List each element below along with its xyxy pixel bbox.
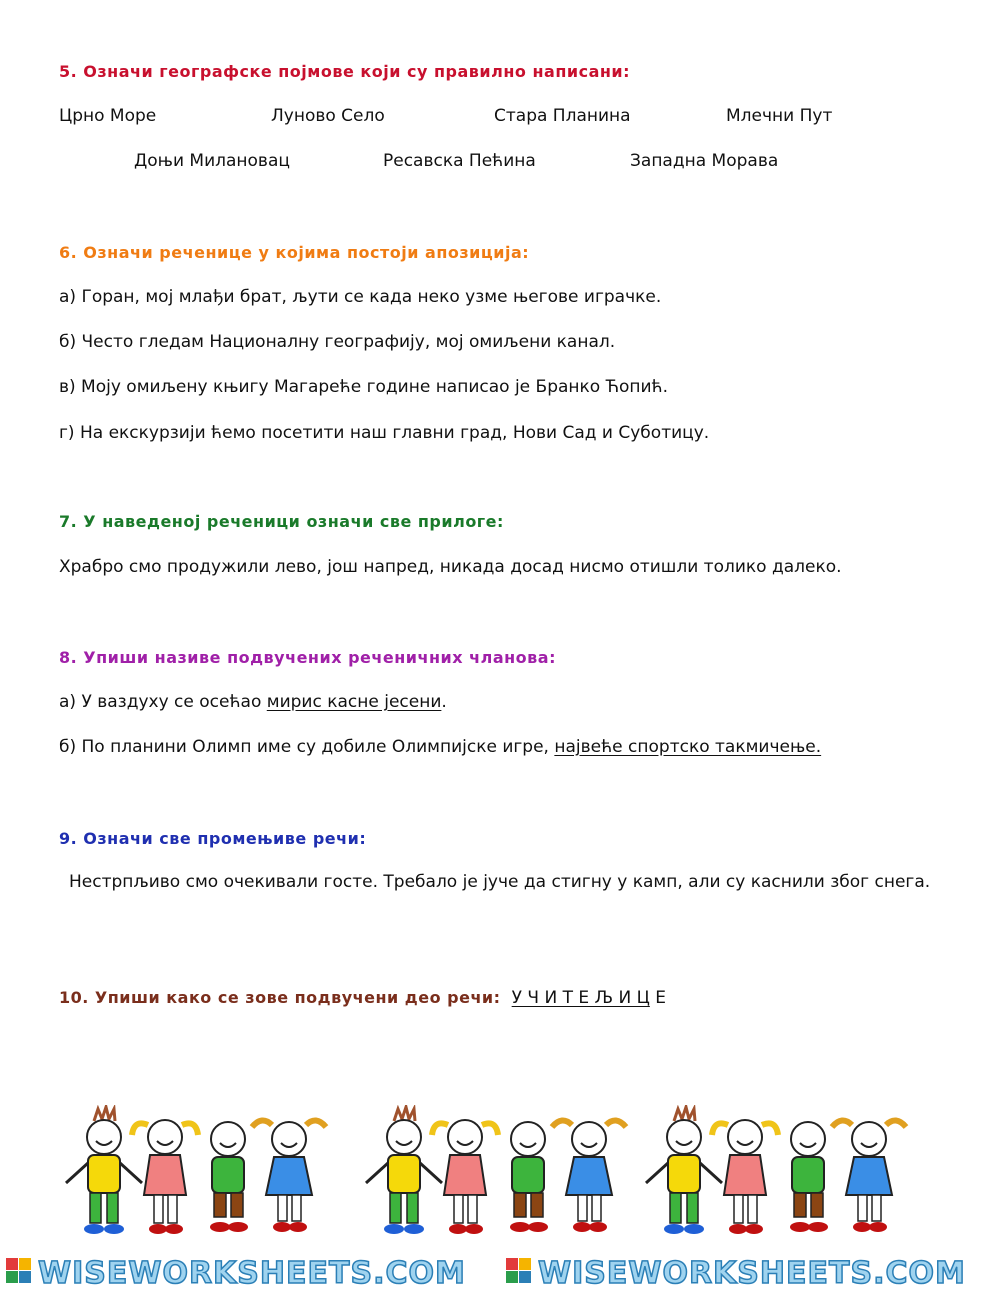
q10-title: 10. Упиши како се зове подвучени део речи: — [59, 988, 501, 1007]
q10-word — [512, 988, 666, 1008]
q9-title: 9. Означи све промењиве речи: — [59, 829, 367, 848]
q8-b-underlined: највеће спортско такмичење. — [554, 737, 822, 757]
kid-pink — [712, 1120, 778, 1234]
q7-sentence[interactable]: Храбро смо продужили лево, још напред, никада досад нисмо отишли толико далеко. — [59, 557, 842, 577]
geo-term-3[interactable]: Стара Планина — [494, 106, 631, 126]
logo-icon — [506, 1258, 531, 1283]
footer-banner — [0, 1252, 1000, 1291]
kid-green — [510, 1122, 548, 1232]
q8-b-prefix: б) По планини Олимп име су добиле Олимпијске игре, — [59, 737, 555, 757]
q6-title: 6. Означи реченице у којима постоји апозиција: — [59, 243, 530, 262]
q8-title: 8. Упиши називе подвучених реченичних чланова: — [59, 648, 556, 667]
kids-illustration-1 — [60, 1105, 340, 1245]
q8-a-prefix: а) У ваздуху се осећао — [59, 692, 267, 712]
brand-text-left: WISEWORKSHEETS.COM — [38, 1256, 466, 1291]
kids-illustration-2 — [360, 1105, 640, 1245]
q8-sentence-b — [59, 737, 821, 757]
geo-term-2[interactable]: Луново Село — [271, 106, 385, 126]
geo-term-1[interactable]: Црно Море — [59, 106, 157, 126]
q6-option-a[interactable]: а) Горан, мој млађи брат, љути се када неко узме његове играчке. — [59, 287, 662, 307]
q6-option-b[interactable]: б) Често гледам Националну географију, мој омиљени канал. — [59, 332, 616, 352]
geo-term-5[interactable]: Доњи Милановац — [134, 151, 290, 171]
kid-green — [210, 1122, 248, 1232]
q7-title: 7. У наведеној реченици означи све прилоге: — [59, 512, 504, 531]
q8-a-underlined: мирис касне јесени — [266, 692, 442, 712]
kid-blue — [832, 1120, 906, 1232]
kid-yellow — [646, 1107, 722, 1234]
geo-term-7[interactable]: Западна Морава — [630, 151, 779, 171]
geo-term-6[interactable]: Ресавска Пећина — [383, 151, 536, 171]
kid-yellow — [66, 1107, 142, 1234]
kid-green — [790, 1122, 828, 1232]
q8-a-suffix: . — [441, 692, 447, 712]
logo-icon — [6, 1258, 31, 1283]
brand-text-right: WISEWORKSHEETS.COM — [538, 1256, 966, 1291]
q9-sentence[interactable]: Нестрпљиво смо очекивали госте. Требало је јуче да стигну у камп, али су каснили због снега. — [69, 872, 931, 892]
q6-option-g[interactable]: г) На екскурзији ћемо посетити наш главни град, Нови Сад и Суботицу. — [59, 423, 710, 443]
kid-yellow — [366, 1107, 442, 1234]
geo-term-4[interactable]: Млечни Пут — [726, 106, 833, 126]
q5-title: 5. Означи географске појмове који су правилно написани: — [59, 62, 631, 81]
q10-word-underlined: У Ч И Т Е Љ И Ц — [511, 988, 650, 1008]
q8-sentence-a — [59, 692, 447, 712]
kid-pink — [132, 1120, 198, 1234]
q10-line — [59, 988, 666, 1008]
kid-pink — [432, 1120, 498, 1234]
q10-word-ending: Е — [649, 988, 666, 1008]
kid-blue — [552, 1120, 626, 1232]
q6-option-v[interactable]: в) Моју омиљену књигу Магареће године написао је Бранко Ћопић. — [59, 377, 669, 397]
kid-blue — [252, 1120, 326, 1232]
kids-illustration-3 — [640, 1105, 920, 1245]
